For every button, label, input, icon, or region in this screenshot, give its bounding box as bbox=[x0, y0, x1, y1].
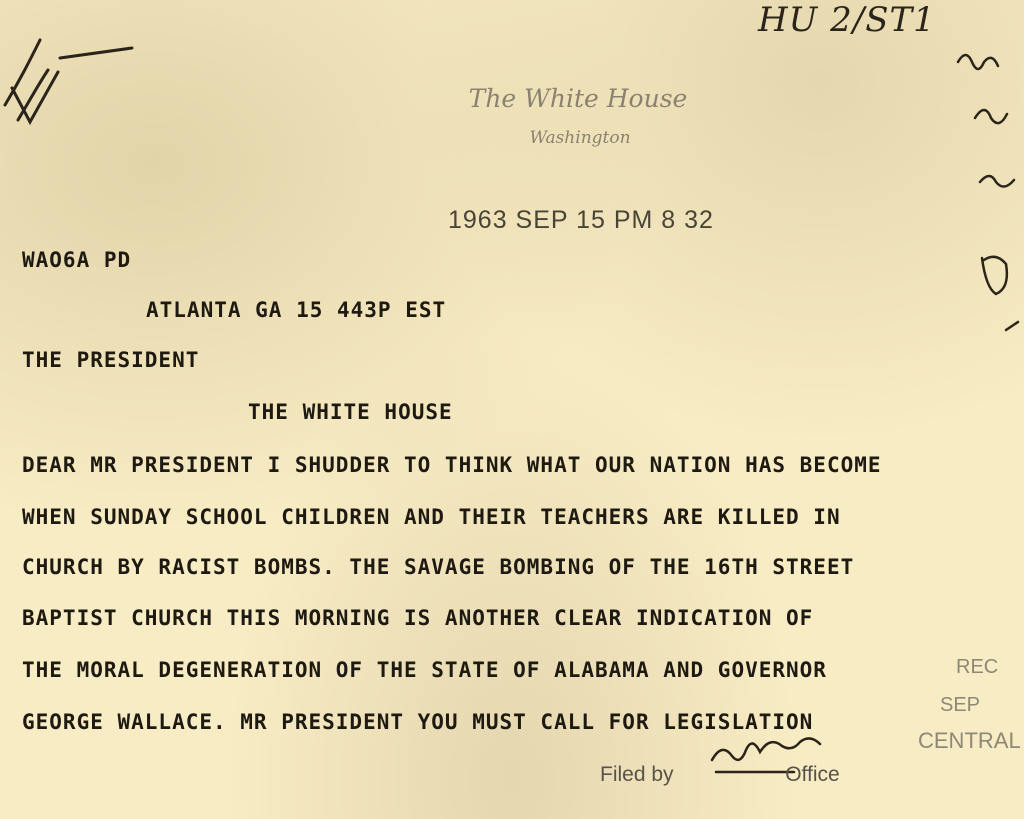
message-line: BAPTIST CHURCH THIS MORNING IS ANOTHER CLEAR INDICATION OF bbox=[22, 606, 814, 630]
received-stamp-line3: CENTRAL bbox=[918, 728, 1021, 753]
filed-by-label bbox=[600, 763, 840, 787]
received-stamp-line1: REC bbox=[956, 656, 999, 678]
message-line: CHURCH BY RACIST BOMBS. THE SAVAGE BOMBING OF THE 16TH STREET bbox=[22, 555, 855, 579]
message-line: GEORGE WALLACE. MR PRESIDENT YOU MUST CALL FOR LEGISLATION bbox=[22, 710, 814, 734]
masthead-title: The White House bbox=[468, 84, 688, 113]
telegram-origin: ATLANTA GA 15 443P EST bbox=[146, 298, 447, 322]
check-mark-scribble bbox=[5, 40, 132, 122]
timestamp-stamp: 1963 SEP 15 PM 8 32 bbox=[448, 206, 714, 234]
message-line: WHEN SUNDAY SCHOOL CHILDREN AND THEIR TEACHERS ARE KILLED IN bbox=[22, 505, 841, 529]
masthead-subtitle: Washington bbox=[529, 128, 631, 148]
office-text: Office bbox=[785, 763, 840, 786]
handwritten-note: HU 2/ST1 bbox=[758, 0, 936, 40]
telegram-recipient: THE PRESIDENT bbox=[22, 348, 200, 372]
message-line: THE MORAL DEGENERATION OF THE STATE OF ALABAMA AND GOVERNOR bbox=[22, 658, 827, 682]
received-stamp-line2: SEP bbox=[940, 694, 981, 716]
message-line: DEAR MR PRESIDENT I SHUDDER TO THINK WHAT OUR NATION HAS BECOME bbox=[22, 453, 882, 477]
margin-scrawl bbox=[958, 55, 1018, 330]
telegram-code: WAO6A PD bbox=[22, 248, 132, 272]
filed-by-text: Filed by bbox=[600, 763, 674, 786]
telegram-address: THE WHITE HOUSE bbox=[248, 400, 453, 424]
